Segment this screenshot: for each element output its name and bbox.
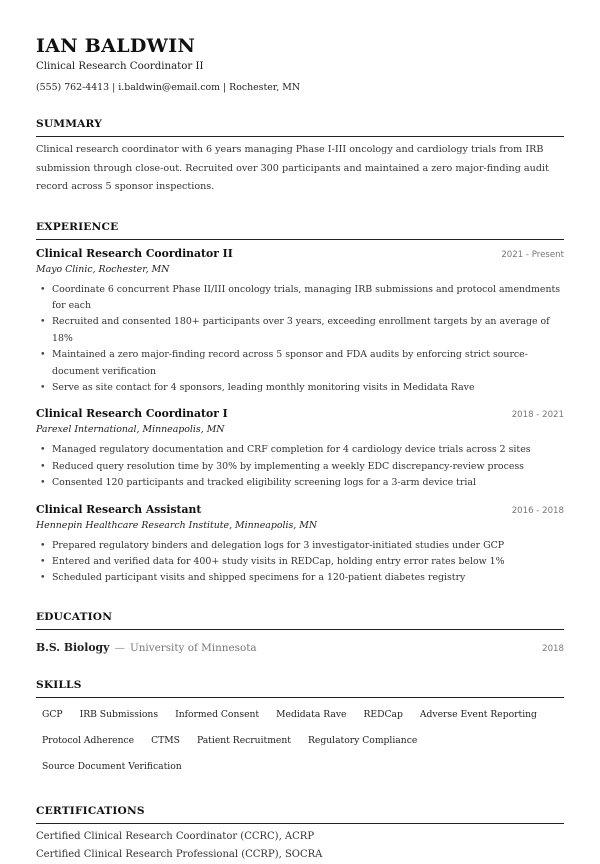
job-entry xyxy=(36,406,564,491)
certification-item: Certified Clinical Research Professional (CCRP), SOCRA xyxy=(36,848,323,860)
experience-section xyxy=(36,221,564,587)
job-entry xyxy=(36,502,564,587)
skill-tag: CTMS xyxy=(151,734,180,746)
job-title: Clinical Research Coordinator I xyxy=(36,407,228,421)
skill-tag: Patient Recruitment xyxy=(196,734,291,746)
candidate-title: Clinical Research Coordinator II xyxy=(36,61,204,72)
bullet-item: • Prepared regulatory binders and delegation logs for 3 investigator-initiated studies under GCP xyxy=(36,538,564,554)
contact-line: (555) 762-4413 | i.baldwin@email.com | Rochester, MN xyxy=(36,82,301,93)
job-organization: Hennepin Healthcare Research Institute, Minneapolis, MN xyxy=(36,519,318,531)
section-heading-skills: SKILLS xyxy=(36,679,564,698)
bullet-item: • Entered and verified data for 400+ study visits in REDCap, holding entry error rates below 1% xyxy=(36,554,564,570)
skill-tag: Protocol Adherence xyxy=(42,734,135,746)
skill-tag: Adverse Event Reporting xyxy=(419,708,537,720)
job-organization: Parexel International, Minneapolis, MN xyxy=(36,424,225,436)
bullet-item: • Coordinate 6 concurrent Phase II/III oncology trials, managing IRB submissions and protocol amendments for each xyxy=(36,282,564,315)
candidate-name: IAN BALDWIN xyxy=(36,35,196,57)
job-dates: 2021 - Present xyxy=(501,249,564,260)
job-dates: 2016 - 2018 xyxy=(511,505,564,516)
bullet-item: • Reduced query resolution time by 30% by implementing a weekly EDC discrepancy-review process xyxy=(36,459,564,475)
skills-list xyxy=(36,703,564,781)
section-heading-education: EDUCATION xyxy=(36,611,564,630)
skill-tag: IRB Submissions xyxy=(79,708,159,720)
skill-tag: REDCap xyxy=(363,708,403,720)
skill-tag: Source Document Verification xyxy=(42,760,182,772)
summary-text: Clinical research coordinator with 6 years managing Phase I-III oncology and cardiology trials from IRB submission through close-out. Recruited over 300 participants and maintained a zero major-finding audit record across 5 sponsor inspections. xyxy=(36,144,549,192)
job-bullets xyxy=(36,538,564,587)
certification-item: Certified Clinical Research Coordinator (CCRC), ACRP xyxy=(36,830,315,842)
education-entry xyxy=(36,636,564,655)
degree-separator: — xyxy=(114,641,125,654)
skill-tag: Regulatory Compliance xyxy=(307,734,418,746)
skills-section xyxy=(36,679,564,781)
bullet-item: • Scheduled participant visits and shipped specimens for a 120-patient diabetes registry xyxy=(36,570,564,586)
section-heading-summary: SUMMARY xyxy=(36,118,564,137)
section-heading-experience: EXPERIENCE xyxy=(36,221,564,240)
skill-tag: GCP xyxy=(42,708,63,720)
certifications-section xyxy=(36,805,564,864)
skill-tag: Medidata Rave xyxy=(276,708,347,720)
bullet-item: • Managed regulatory documentation and CRF completion for 4 cardiology device trials across 2 sites xyxy=(36,442,564,458)
graduation-year: 2018 xyxy=(542,643,564,654)
skill-tag: Informed Consent xyxy=(175,708,260,720)
bullet-item: • Recruited and consented 180+ participants over 3 years, exceeding enrollment targets by an average of 18% xyxy=(36,314,564,347)
bullet-item: • Maintained a zero major-finding record across 5 sponsor and FDA audits by enforcing strict source-document verification xyxy=(36,347,564,380)
summary-section xyxy=(36,118,564,197)
job-organization: Mayo Clinic, Rochester, MN xyxy=(36,263,170,275)
job-dates: 2018 - 2021 xyxy=(511,410,564,421)
section-heading-certifications: CERTIFICATIONS xyxy=(36,805,564,824)
degree: B.S. Biology xyxy=(36,640,110,654)
bullet-item: • Consented 120 participants and tracked eligibility screening logs for a 3-arm device trial xyxy=(36,475,564,491)
job-entry xyxy=(36,246,564,397)
school: University of Minnesota xyxy=(129,641,257,654)
job-bullets xyxy=(36,442,564,491)
resume-header xyxy=(36,34,564,94)
education-section xyxy=(36,611,564,655)
bullet-item: • Serve as site contact for 4 sponsors, leading monthly monitoring visits in Medidata Rave xyxy=(36,380,564,396)
job-title: Clinical Research Coordinator II xyxy=(36,246,233,260)
job-title: Clinical Research Assistant xyxy=(36,502,202,516)
job-bullets xyxy=(36,282,564,397)
